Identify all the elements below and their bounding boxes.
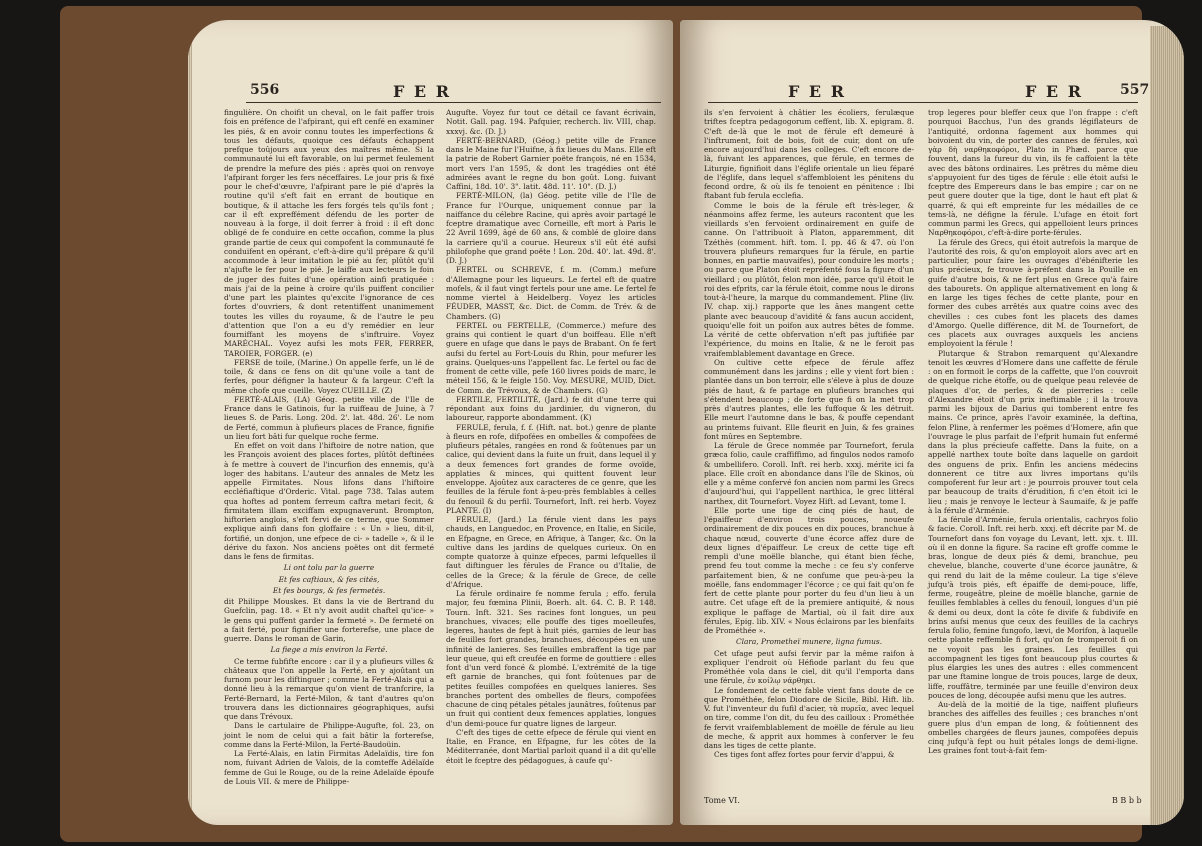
paragraph: fingulière. On choifit un cheval, on le fait paffer trois fois en préfence de l'afpirant, qui eft cenfé en examiner les piés, & en avoir connu toutes les imperfections & tous les défauts, quoique ces défauts échappent prefque toûjours aux yeux des maîtres même. Si la communauté lui eft favorable, on lui permet feulement de prendre la mefure des piés : après quoi on renvoye l'afpirant forger les fers néceffaires. Le jour pris & fixé pour le chef-d'œuvre, l'afpirant pare le pié d'après la routine qu'il s'eft fait en errant de boutique en boutique, & il attache les fers forgés tels qu'ils font ; car il eft expreffément défendu de les porter de nouveau à la forge, il doit ferrer à froid : il eft donc obligé de fe conduire en cette occafion, comme la plus grande partie de ceux qui compofent la communauté fe conduifent en opérant, c'eft-à-dire qu'il prépare & qu'il accommode à leur imitation le pié au fer, plûtôt qu'il n'ajufte le fer pour le pié. Je laiffe aux lecteurs le foin de juger des fuites d'une opération ainfi pratiquée : mais j'ai de la peine à croire qu'ils puiffent concilier d'une part les plaintes qu'excite l'ignorance de ces fortes d'ouvriers, & dont retentiffent unanimement toutes les villes du royaume, & de l'autre le peu d'attention que l'on a eu d'y remédier en leur fourniffant les moyens de s'inftruire. Voyez MARÉCHAL. Voyez aufsi les mots FER, FERRER, TAROIER, FORGER. (e) (224, 108, 434, 358)
right-column-2 (928, 108, 1138, 756)
paragraph: Dans le cartulaire de Philippe-Augufte, fol. 23, on joint le nom de celui qui a fait bâtir la forterefse, comme dans la Ferté-Milon, la Ferté-Baudoüin. (224, 721, 434, 749)
paragraph: La férule ordinaire fe nomme ferula ; effo. ferula major, feu fœmina Plinii, Boerh. alt. 64. C. B. P. 148. Tourn. Inft. 321. Ses racines font longues, un peu branchues, vivaces; elle pouffe des tiges moelleufes, legeres, hautes de fept à huit piés, garnies de leur bas de feuilles fort grandes, branchues, découpées en une infinité de lanieres. Ses feuilles embraffent la tige par leur queue, qui eft creufée en forme de gouttiere : elles font d'un verd foncé & plombé. L'extrémité de la tige eft garnie de branches, qui font foûtenues par de petites feuilles compofées en quelques lanieres. Ses branches portent des ombelles de fleurs, compofées chacune de cinq pétales pétales jaunâtres, foûtenus par un fruit qui contient deux femences applaties, longues d'un demi-pouce fur quatre lignes de largeur. (446, 589, 656, 728)
paragraph: Plutarque & Strabon remarquent qu'Alexandre tenoit les œuvres d'Homere dans une caffette de férule : on en formoit le corps de la caffette, que l'on couvroit de quelque riche étoffe, ou de quelque peau relevée de plaques d'or, de perles, & de pierreries : celle d'Alexandre étoit d'un prix ineftimable ; il la trouva parmi les bijoux de Darius qui tomberent entre fes mains. Ce prince, après l'avoir examinée, la deftina, felon Pline, à renfermer les poëmes d'Homere, afin que l'ouvrage le plus parfait de l'efprit humain fut enfermé dans la plus précieufe caffette. Dans la fuite, on a appellé narthex toute boîte dans laquelle on gardoit des onguens de prix. Enfin les anciens médecins donnerent ce titre aux livres importans qu'ils compoferent fur leur art : je pourrois prouver tout cela par beaucoup de traits d'érudition, fi c'en étoit ici le lieu ; mais je renvoye le lecteur à Saumaife, & je paffe à la férule d'Arménie. (928, 348, 1138, 515)
entry-ferule-jard: FÉRULE, (Jard.) La férule vient dans les pays chauds, en Languedoc, en Provence, en Italie, en Sicile, en Efpagne, en Grece, en Afrique, à Tanger, &c. On la cultive dans les jardins de quelques curieux. On en compte quatorze à quinze efpeces, parmi lefquelles il faut diftinguer les férules de France ou d'Italie, de celles de la Grece; & la férule de Grece, de celle d'Afrique. (446, 515, 656, 589)
paragraph: Le fondement de cette fable vient fans doute de ce que Prométhée, felon Diodore de Sicile, Bibl. Hift. lib. V. fut l'inventeur du fufil d'acier, τὰ πυρεῖα, avec lequel on tire, comme l'on dit, du feu des cailloux : Prométhée fe fervit vraifemblablement de moëlle de férule au lieu de meche, & apprit aux hommes à conferver le feu dans les tiges de cette plante. (704, 685, 914, 750)
entry-fertile: FERTILE, FERTILITÉ, (Jard.) fe dit d'une terre qui répondant aux foins du jardinier, du vigneron, du laboureur, rapporte abondamment. (K) (446, 394, 656, 423)
paragraph: Au-delà de la moitié de la tige, naiffent plufieurs branches des aiffelles des feuilles ; ces branches n'ont guere plus d'un empan de long, & foûtiennent des ombelles chargées de fleurs jaunes, compofées depuis cinq jufqu'à fept ou huit pétales longs de demi-ligne. Les graines font tout-à-fait fem- (928, 700, 1138, 756)
running-header-right-a: F E R (788, 82, 846, 101)
paragraph: On cultive cette efpece de férule affez communément dans les jardins ; elle y vient fort bien : plantée dans un bon terroir, elle s'éleve à plus de douze piés de haut, & fe partage en plufieurs branches qui s'étendent beaucoup ; de forte que fi on la met trop près d'autres plantes, elle les fuffoque & les détruit. Elle meurt l'automne dans le bas, & pouffe cependant au printems fuivant. Elle fleurit en Juin, & fes graines font mûres en Septembre. (704, 357, 914, 441)
page-number-left: 556 (250, 82, 280, 98)
entry-ferte-alais: FERTÉ-ALAIS, (LA) Géog. petite ville de l'Ile de France dans le Gatinois, fur la ruiffeau de Juine, à 7 lieues S. de Paris. Long. 20d. 2'. lat. 48d. 26'. Le nom de Ferté, commun à plufieurs places de France, fignifie un lieu fort bâti fur quelque roche ferme. (224, 394, 434, 441)
verse-line: Et fes caftiaux, & fes cités, (278, 574, 380, 584)
page-number-right: 557 (1120, 82, 1150, 98)
paragraph: C'eft des tiges de cette efpece de férule qui vient en Italie, en France, en Efpagne, fur les côtes de la Méditerranée, dont Martial parloit quand il a dit qu'elle étoit le fceptre des pédagogues, à caufe qu'- (446, 727, 656, 765)
paragraph: En effet on voit dans l'hiftoire de notre nation, que les François avoient des places fortes, plûtôt deftinées à fe mettre à couvert de l'incurfion des ennemis, qu'à loger des habitans. L'auteur des annales de Metz les appelle Firmitates. Nous lifons dans l'hiftoire eccléfiaftique d'Orderic. Vital. page 738. Talas autem qua hoftes ad pontem ferreum caftra metari fecit, & firmitatem illam exciffam expugnaverunt. Brompton, hiftorien anglois, s'eft fervi de ce terme, que Sommer explique ainfi dans fon gloffaire : « Un » lieu, dit-il, fortifié, un donjon, une efpece de ci- » tadelle », & il le dérive du faxon. Nos anciens poëtes ont dit fermeté dans le fens de firmitas. (224, 441, 434, 561)
paragraph: dit Philippe Mouskes. Et dans la vie de Bertrand du Guefclin, pag. 18. « Et n'y avoit audit chaftel qu'ice- » le gens qui puffent garder la fermeté ». De fermeté on a fait ferté, pour fignifier une forterefse, une place de guerre. Dans le roman de Garin, (224, 597, 434, 643)
left-column-2 (446, 108, 656, 765)
paragraph: La férule d'Arménie, ferula orientalis, cachryos folio & facie. Coroll. Inft. rei herb. xxxj. eft décrite par M. de Tournefort dans fon voyage du Levant, lett. xjx. t. III. où il en donne la figure. Sa racine eft groffe comme le bras, longue de deux piés & demi, branchue, peu chevelue, blanche, couverte d'une écorce jaunâtre, & qui rend du lait de la même couleur. La tige s'éleve jufqu'à trois piés, eft épaiffe de demi-pouce, liffe, ferme, rougeâtre, pleine de moëlle blanche, garnie de feuilles femblables à celles du fenouil, longues d'un pié & demi ou deux, dont la côte fe divife & fubdivife en brins aufsi menus que ceux des feuilles de la cachrys ferula folio, femine fungofo, lævi, de Morifon, à laquelle cette plante reffemble fi fort, qu'on fe tromperoit fi on ne voyoit pas les graines. Les feuilles qui accompagnent les tiges font beaucoup plus courtes & plus élargies les unes des autres : elles commencent par une ftamine longue de trois pouces, large de deux, liffe, rouffâtre, terminée par une feuille d'environ deux pouces de long, découpée aufsi menu que les autres. (928, 515, 1138, 700)
right-page (680, 20, 1184, 825)
page-edges (1150, 26, 1184, 825)
tome-footer: Tome VI. (704, 796, 740, 805)
left-page (188, 20, 673, 825)
entry-ferte-milon: FERTÉ-MILON, (la) Géog. petite ville de l'Ile de France fur l'Ourque, uniquement connue par la naiffance du célebre Racine, qui après avoir partagé le fceptre dramatique avec Corneille, eft mort à Paris le 22 Avril 1699, âgé de 60 ans, & comblé de gloire dans la carriere qu'il a courue. Heureux s'il eût été aufsi philofophe que grand poëte ! Lon. 20d. 40'. lat. 49d. 8'. (D. J.) (446, 191, 656, 265)
paragraph: Elle porte une tige de cinq piés de haut, de l'épaiffeur d'environ trois pouces, noueufe ordinairement de dix pouces en dix pouces, branchue à chaque nœud, couverte d'une écorce affez dure de deux lignes d'épaiffeur. Le creux de cette tige eft rempli d'une moëlle blanche, qui étant bien féche, prend feu tout comme la meche : ce feu s'y conferve parfaitement bien, & ne confume que peu-à-peu la moëlle, fans endommager l'écorce ; ce qui fait qu'on fe fert de cette plante pour porter du feu d'un lieu à un autre. Cet ufage eft de la premiere antiquité, & nous explique le paffage de Martial, où il fait dire aux férules, Epig. lib. XIV. « Nous éclairons par les bienfaits de Prométhée ». (704, 505, 914, 635)
entry-ferte-bernard: FERTÉ-BERNARD, (Géog.) petite ville de France dans le Maine fur l'Huifne, à fix lieues du Mans. Elle eft la patrie de Robert Garnier poëte françois, né en 1534, mort vers l'an 1595, & dont les tragédies ont été admirées avant le regne du bon goût. Long. fuivant Caffini, 18d. 10'. 3". latit. 48d. 11'. 10". (D. J.) (446, 135, 656, 191)
header-rule-left (246, 102, 661, 103)
paragraph: Comme le bois de la férule eft très-leger, & néanmoins affez ferme, les auteurs racontent que les vieillards s'en fervoient ordinairement en guife de canne. On l'attribuoit à Platon, apparemment, dit Tzéthès (comment. hift. tom. I. pp. 46 & 47. où l'on trouvera plufieurs remarques fur la férule, en partie bonnes, en partie mauvaifes), pour conduire les morts ; ou parce que Platon étoit repréfenté fous la figure d'un vieillard ; ou plûtôt, felon mon idée, parce qu'il étoit le roi des efprits, car la férule étoit, comme nous le dirons tout-à-l'heure, la marque du commandement. Pline (liv. IV. chap. xij.) rapporte que les ânes mangent cette plante avec beaucoup d'avidité & fans aucun accident, quoiqu'elle foit un poifon aux autres bêtes de fomme. La vérité de cette obfervation n'eft pas juftifiée par l'expérience, du moins en Italie, & ne le feroit pas vraifemblablement davantage en Grece. (704, 200, 914, 358)
entry-ferse: FERSE de toile, (Marine.) On appelle ferfe, un lé de toile, & dans ce fens on dit qu'une voile a tant de ferfes, pour défigner la hauteur & fa largeur. C'eft la même chofe que cueille. Voyez CUEILLE. (Z) (224, 357, 434, 395)
verse-line: La fiege a mis environ la Ferté. (270, 645, 388, 655)
right-column-1 (704, 108, 914, 760)
entry-fertelle: FERTEL ou FERTELLE, (Commerce.) mefure des grains qui contient le quart d'un boiffeau. Elle n'eft guere en ufage que dans le pays de Brabant. On fe fert aufsi du fertel au Fort-Louis du Rhin, pour mefurer les grains. Quelques-uns l'appellent fac. Le fertel ou fac de froment de cette ville, pefe 160 livres poids de marc, le méteil 156, & le feigle 150. Voy. MESURE, MUID, Dict. de Comm. de Trévoux, & de Chambers. (G) (446, 320, 656, 395)
entry-fertel: FERTEL ou SCHREVE, f. m. (Comm.) mefure d'Allemagne pour les liqueurs. Le fertel eft de quatre mofels, & il faut vingt fertels pour une ame. Le fertel fe nomme viertel à Heidelberg. Voyez les articles FÉUDER, MASST, &c. Dict. de Comm. de Trév. & de Chambers. (G) (446, 265, 656, 321)
paragraph: La férule des Grecs, qui étoit autrefois la marque de l'autorité des rois, & qu'on employoit alors avec art en particulier, pour faire les ouvrages d'ébénifterie les plus précieux, fe trouve à-préfent dans la Pouille en guife d'autre bois, & ne fert plus en Grece qu'à faire des tabourets. On applique alternativement en long & en large les tiges féches de cette plante, pour en former des cubes arrêtés aux quatre coins avec des chevilles : ces cubes font les placets des dames d'Amorgo. Quelle différence, dit M. de Tournefort, de ces placets aux ouvrages auxquels les anciens employoient la férule ! (928, 237, 1138, 349)
running-header-right-b: F E R (1025, 82, 1083, 101)
paragraph: Ce terme fubfifte encore : car il y a plufieurs villes & châteaux que l'on appelle la Ferté, en y ajoûtant un furnom pour les diftinguer ; comme la Ferté-Alais qui a donné lieu à la remarque qu'on vient de tranfcrire, la Ferté-Bernard, la Ferté-Milon, & tant d'autres qu'on trouvera dans les dictionnaires géographiques, aufsi que dans Trévoux. (224, 656, 434, 721)
paragraph: La férule de Grece nommée par Tournefort, ferula græca folio, caule craffiffimo, ad fingulos nodos ramofo & umbellifero. Coroll. Inft. rei herb. xxxj. mérite ici fa place. Elle croît en abondance dans l'île de Skinos, où elle y a même confervé fon ancien nom parmi les Grecs d'aujourd'hui, qui l'appellent narthica, le grec littéral narthex, dit Tournefort. Voyez Hift. ad Levant, tome I. (704, 441, 914, 506)
left-column-1 (224, 108, 434, 786)
header-rule-right (708, 102, 1138, 103)
verse-line: Et fes bourgs, & fes fermetés. (272, 585, 386, 595)
paragraph: Cet ufage peut aufsi fervir par la même raifon à expliquer l'endroit où Héfiode parlant du feu que Prométhée vola dans le ciel, dit qu'il l'emporta dans une férule, ἐν κοίλῳ νάρθηκι. (704, 648, 914, 686)
verse-line: Li ont tolu par la guerre (283, 563, 375, 573)
signature-mark: B B b b (1112, 796, 1142, 805)
paragraph: Augufte. Voyez fur tout ce détail ce favant écrivain, Notit. Gall. pag. 194. Pafquier, recherch. liv. VIII, chap. xxxvj. &c. (D. J.) (446, 108, 656, 136)
paragraph: ils s'en fervoient à châtier les écoliers, ferulæque triftes fceptra pedagogorum ceffent, lib. X. epigram. 8. C'eft de-là que le mot de férule eft demeuré à l'inftrument, foit de bois, foit de cuir, dont on ufe encore aujourd'hui dans les colleges. C'eft encore de-là, fuivant les apparences, que férule, en termes de Liturgie, fignifioit dans l'églife orientale un lieu féparé de l'églife, dans lequel s'affembloient les pénitens du fecond ordre, & où ils fe tenoient en pénitence : Ibi ftabant fub ferula ecclefia. (704, 108, 914, 201)
running-header-left: F E R (393, 82, 451, 101)
verse-line: Clara, Prometheï munere, ligna fumus. (735, 637, 883, 647)
paragraph: trop legeres pour bleffer ceux que l'on frappe : c'eft pourquoi Bacchus, l'un des grands légiflateurs de l'antiquité, ordonna fagement aux hommes qui boivoient du vin, de porter des cannes de férules, καὶ γὰρ δὴ ναρθηκοφόροι, Plato in Phæd. parce que fouvent, dans la fureur du vin, ils fe caffoient la tête avec des bâtons ordinaires. Les prêtres du même dieu s'appuyoient fur des tiges de férule : elle étoit aufsi le fceptre des Empereurs dans le bas empire ; car on ne peut guere douter que la tige, dont le haut eft plat & quarré, & qui eft empreinte fur les médailles de ce tems-là, ne défigne la férule. L'ufage en étoit fort commun parmi les Grecs, qui appelloient leurs princes Ναρθηκοφόροι, c'eft-à-dire porte-férules. (928, 108, 1138, 238)
entry-ferule: FERULE, ferula, f. f. (Hift. nat. bot.) genre de plante à fleurs en rofe, difpofées en ombelles & compofées de plufieurs pétales, rangées en rond & foûtenues par un calice, qui devient dans la fuite un fruit, dans lequel il y a deux femences fort grandes de forme ovoïde, applaties & minces, qui quittent fouvent leur enveloppe. Ajoûtez aux caracteres de ce genre, que les feuilles de la férule font à-peu-près femblables à celles du fenouil & du perfil. Tournefort, Inft. rei herb. Voyez PLANTE. (I) (446, 422, 656, 515)
paragraph: La Ferté-Alais, en latin Firmitas Adelaïdis, tire fon nom, fuivant Adrien de Valois, de la comteffe Adélaïde femme de Gui le Rouge, ou de la reine Adelaïde époufe de Louis VII. & mere de Philippe- (224, 749, 434, 786)
open-book (60, 6, 1150, 842)
paragraph: Ces tiges font affez fortes pour fervir d'appui, & (714, 750, 895, 760)
